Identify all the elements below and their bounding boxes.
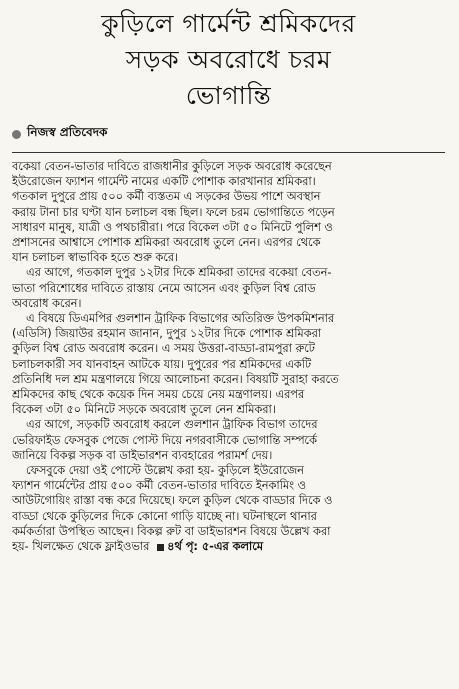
text-line: (এডিসি) জিয়াউর রহমান জানান, দুপুর ১২টার দিকে পোশাক শ্রমিকরা [12,327,322,341]
byline [12,124,445,144]
text-line: বাড্ডা থেকে কুড়িলের দিকে কোনো গাড়ি যাচ্ছে না। ঘটনাস্থলে থানার [12,509,317,523]
text-line: আউটগোয়িং রাস্তা বন্ধ করে দিয়েছে। ফলে কুড়িল থেকে বাড্ডার দিকে ও [12,494,333,508]
article-paragraph [12,159,445,265]
article-paragraph [12,463,445,554]
text-line [12,539,445,554]
text-line: গতকাল দুপুরে প্রায় ৫০০ কর্মী ব্যস্ততম এ সড়কের উভয় পাশে অবস্থান [12,190,321,204]
text-line: বিকেল ৩টা ৫০ মিনিটে সড়কে অবরোধ তুলে নেন শ্রমিকরা। [12,403,276,417]
headline-line: ভোগান্তি [185,81,272,110]
text-line: এর আগে, গতকাল দুপুর ১২টার দিকে শ্রমিকরা তাদের বকেয়া বেতন- [26,266,332,280]
headline-line: কুড়িলে গার্মেন্ট শ্রমিকদের [101,9,356,38]
text-line: এর আগে, সড়কটি অবরোধ করলে গুলশান ট্রাফিক বিভাগ তাদের [26,418,318,432]
text-line: ফেসবুকে দেয়া ওই পোস্টে উল্লেখ করা হয়- কুড়িলে ইউরোজেন [26,464,304,478]
text-line: ফ্যাশন গার্মেন্টের প্রায় ৫০০ কর্মী বেতন-ভাতার দাবিতে ইনকামিং ও [12,479,306,493]
headline-line: সড়ক অবরোধে চরম [125,45,332,74]
text-line: কর্মকর্তারা উপস্থিত আছেন। বিকল্প রুট বা ডাইভারশন বিষয়ে উল্লেখ করা [12,524,331,538]
reporter-name: নিজস্ব প্রতিবেদক [27,125,108,139]
text-line: জানিয়ে বিকল্প সড়ক বা ডাইভারশন ব্যবহারের পরামর্শ দেয়। [12,448,273,462]
article-paragraph [12,417,445,463]
divider [12,152,445,153]
headline [12,6,445,114]
continuation-note[interactable] [149,540,263,553]
text-line-end: হয়- খিলক্ষেত থেকে ফ্লাইওভার [12,540,150,554]
article-paragraph [12,311,445,417]
bullet-icon [12,130,21,139]
text-line: ইউরোজেন ফ্যাশন গার্মেন্ট নামের একটি পোশাক কারখানার শ্রমিকরা। [12,175,316,189]
text-line: ভেরিফাইড ফেসবুক পেজে পোস্ট দিয়ে নগরবাসীকে ভোগান্তি সম্পর্কে [12,433,317,447]
text-line: প্রতিনিধি দল শ্রম মন্ত্রণালয়ে গিয়ে আলোচনা করেন। বিষয়টি সুরাহা করতে [12,372,339,386]
square-bullet-icon [157,544,164,551]
text-line: করায় টানা চার ঘণ্টা যান চলাচল বন্ধ ছিল। ফলে চরম ভোগান্তিতে পড়েন [12,205,335,219]
text-line: বকেয়া বেতন-ভাতার দাবিতে রাজধানীর কুড়িলে সড়ক অবরোধ করেছেন [12,160,332,173]
text-line: কুড়িল বিশ্ব রোড অবরোধ করেন। এ সময় উত্তরা-বাড্ডা-রামপুরা রুটে [12,342,315,356]
text-line: ভাতা পরিশোধের দাবিতে রাস্তায় নেমে আসেন এবং কুড়িল বিশ্ব রোড [12,281,316,295]
text-line: যান চলাচল স্বাভাবিক হতে শুরু করে। [12,251,179,265]
text-line: অবরোধ করেন। [12,296,82,310]
text-line: সাধারণ মানুষ, যাত্রী ও পথচারীরা। পরে বিকেল ৩টা ৫০ মিনিটে পুলিশ ও [12,220,333,234]
text-line: শ্রমিকদের কাছ থেকে কয়েক দিন সময় চেয়ে নেয় মন্ত্রণালয়। এরপর [12,388,305,402]
continuation-text: ৪র্থ পৃ: ৫-এর কলামে [167,540,264,554]
text-line: প্রশাসনের আশ্বাসে পোশাক শ্রমিকরা অবরোধ তুলে নেন। এরপর থেকে [12,236,321,250]
text-line: চলাচলকারী সব যানবাহন আটকে যায়। দুপুরের পর শ্রমিকদের একটি [12,357,312,371]
article-body [12,159,445,554]
article-paragraph [12,265,445,311]
text-line: এ বিষয়ে ডিএমপির গুলশান ট্রাফিক বিভাগের অতিরিক্ত উপকমিশনার [26,312,335,326]
